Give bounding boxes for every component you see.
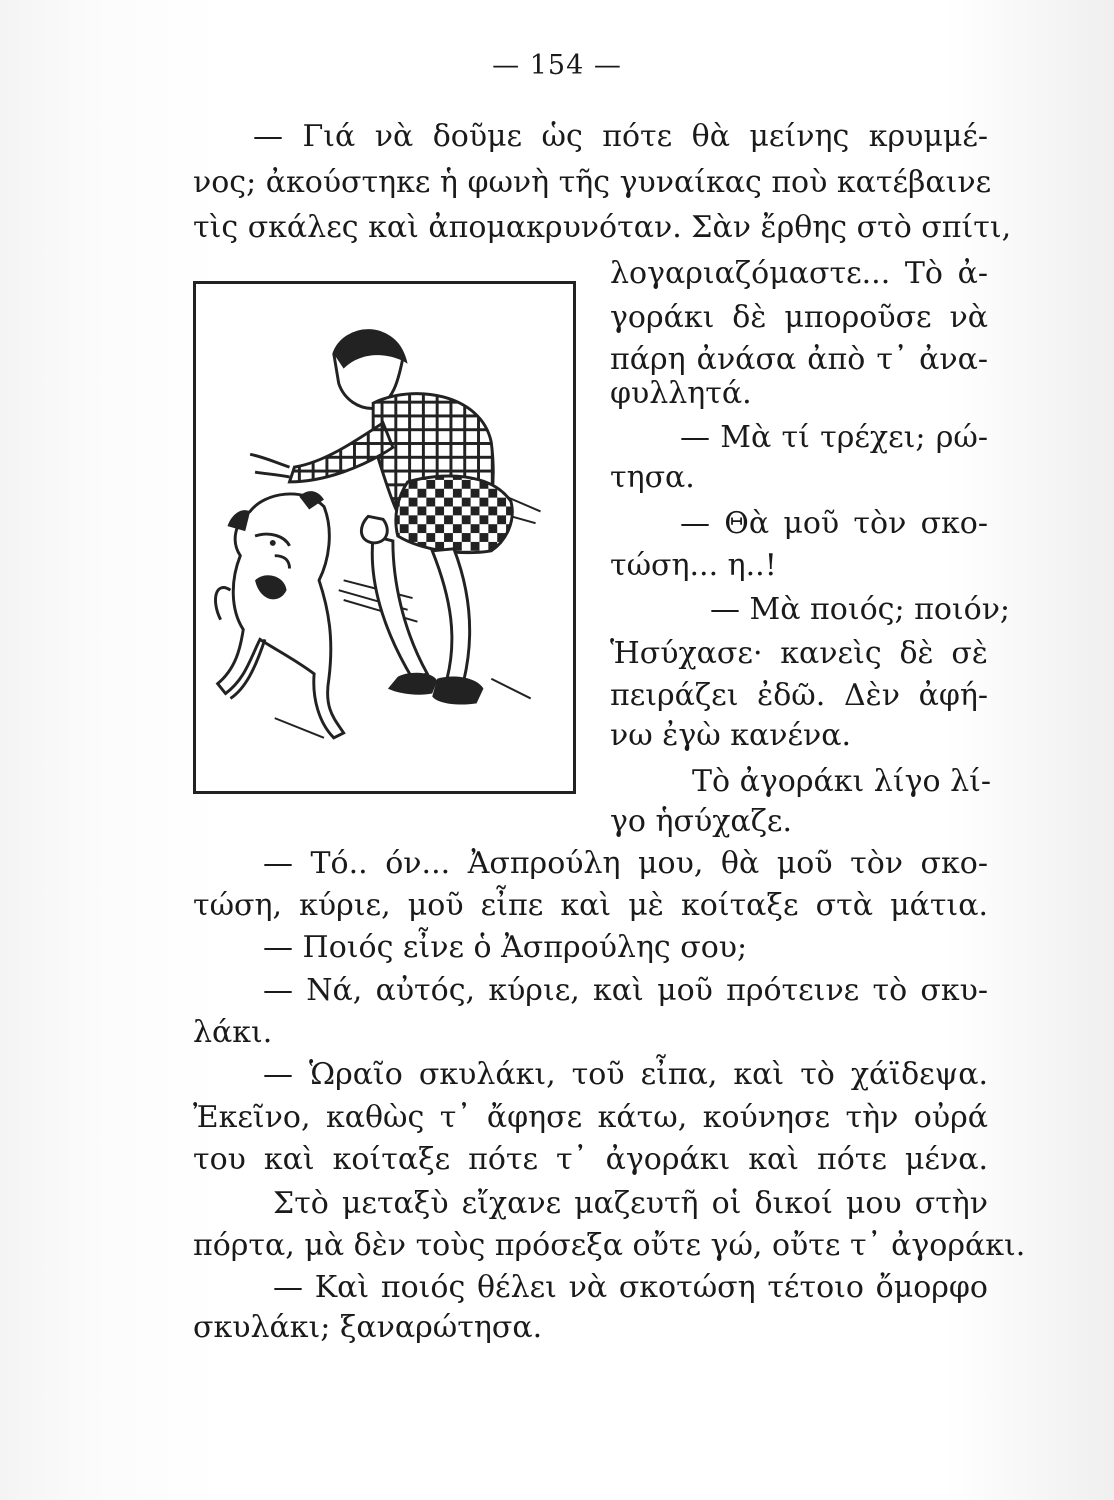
text-line-15: νω ἐγὼ κανένα. (610, 718, 852, 753)
text-line-22: λάκι. (193, 1015, 273, 1050)
text-line-12: — Μὰ ποιός; ποιόν; (710, 592, 1011, 627)
text-line-26: Στὸ μεταξὺ εἴχανε μαζευτῆ οἱ δικοί μου στὴν (273, 1186, 988, 1221)
text-line-29: σκυλάκι; ξαναρώτησα. (193, 1310, 543, 1345)
text-line-3: τὶς σκάλες καὶ ἀπομακρυνόταν. Σὰν ἔρθης στὸ σπίτι, (193, 210, 1012, 245)
text-line-4: λογαριαζόμαστε... Τὸ ἀ- (610, 256, 988, 291)
text-line-1: — Γιά νὰ δοῦμε ὡς πότε θὰ μείνης κρυμμέ- (253, 119, 988, 154)
text-line-14: πειράζει ἐδῶ. Δὲν ἀφή- (610, 678, 988, 713)
text-line-17: γο ἡσύχαζε. (610, 804, 792, 839)
text-line-20: — Ποιός εἶνε ὁ Ἀσπρούλης σου; (263, 930, 748, 965)
text-line-2: νος; ἀκούστηκε ἡ φωνὴ τῆς γυναίκας ποὺ κατέβαινε (193, 165, 992, 200)
text-line-21: — Νά, αὐτός, κύριε, καὶ μοῦ πρότεινε τὸ σκυ- (263, 973, 988, 1008)
text-line-5: γοράκι δὲ μποροῦσε νὰ (610, 300, 988, 335)
text-line-11: τώση... η..! (610, 548, 777, 583)
text-line-6: πάρη ἀνάσα ἀπὸ τ᾿ ἀνα- (610, 342, 988, 377)
boy-and-dog-icon (196, 284, 573, 791)
text-line-8: — Μὰ τί τρέχει; ρώ- (680, 420, 988, 455)
text-line-24: Ἐκεῖνο, καθὼς τ᾿ ἄφησε κάτω, κούνησε τὴν οὐρά (193, 1100, 988, 1135)
text-line-25: του καὶ κοίταξε πότε τ᾿ ἀγοράκι καὶ πότε μένα. (193, 1142, 988, 1177)
text-line-10: — Θὰ μοῦ τὸν σκο- (680, 506, 988, 541)
text-line-23: — Ὡραῖο σκυλάκι, τοῦ εἶπα, καὶ τὸ χάϊδεψα. (263, 1057, 988, 1092)
text-line-18: — Τό.. όν... Ἀσπρούλη μου, θὰ μοῦ τὸν σκο- (263, 846, 988, 881)
text-line-13: Ἡσύχασε· κανεὶς δὲ σὲ (610, 636, 988, 671)
page-number: — 154 — (492, 50, 622, 81)
text-line-28: — Καὶ ποιός θέλει νὰ σκοτώση τέτοιο ὄμορφο (273, 1270, 988, 1305)
text-line-16: Τὸ ἀγοράκι λίγο λί- (692, 764, 992, 799)
text-line-9: τησα. (610, 460, 695, 495)
text-line-19: τώση, κύριε, μοῦ εἶπε καὶ μὲ κοίταξε στὰ μάτια. (193, 888, 988, 923)
boy-and-dog-illustration (193, 281, 576, 794)
text-line-7: φυλλητά. (610, 376, 752, 411)
text-line-27: πόρτα, μὰ δὲν τοὺς πρόσεξα οὔτε γώ, οὔτε τ᾿ ἀγοράκι. (193, 1228, 1026, 1263)
